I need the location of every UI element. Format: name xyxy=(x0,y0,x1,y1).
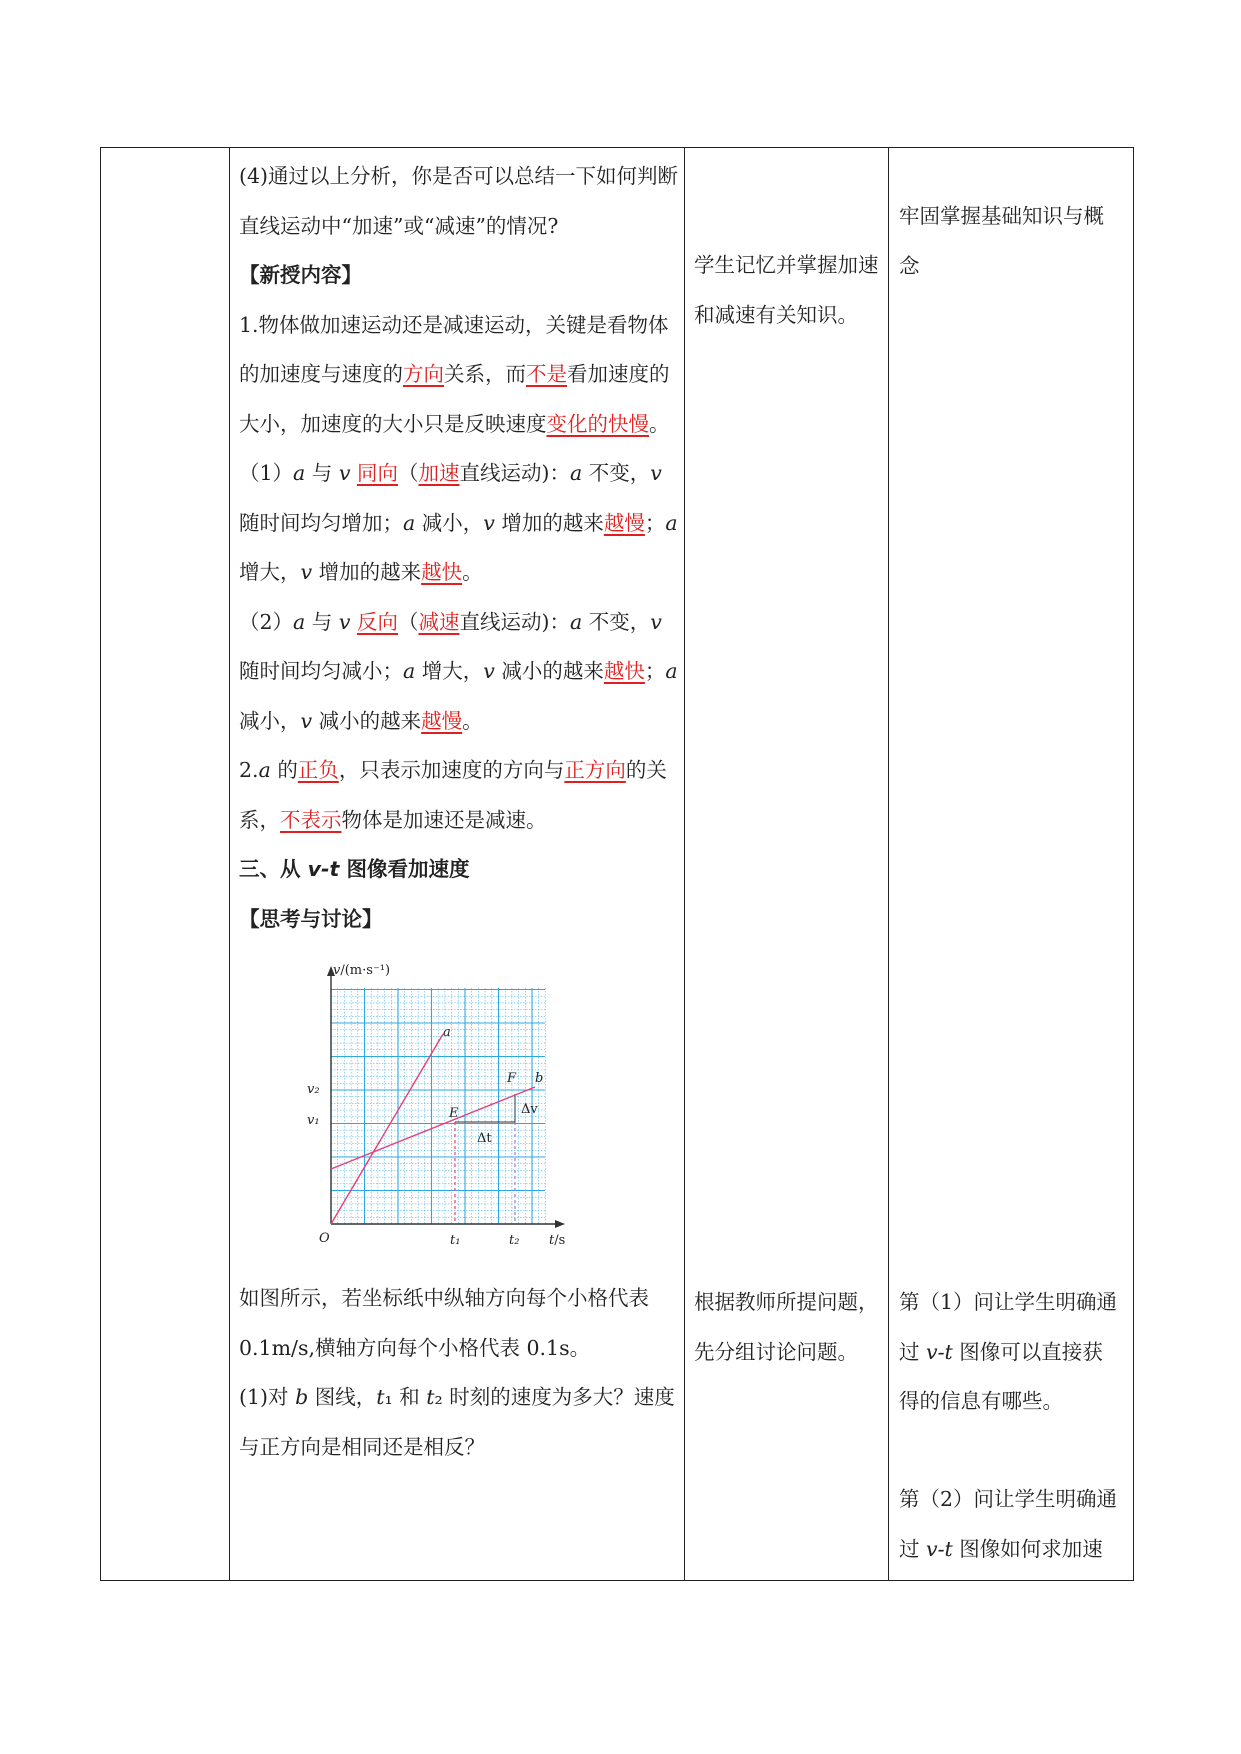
text-run: 第（2）问让学生明确通过 xyxy=(899,1487,1118,1561)
text-run: 。 xyxy=(462,560,483,584)
text-run: （ xyxy=(397,609,419,634)
text-run: 增加的越来 xyxy=(312,560,422,584)
variable-symbol: a xyxy=(569,461,583,485)
line-a-label: a xyxy=(443,1025,451,1040)
design-intent-2b xyxy=(899,1475,1121,1574)
point-e-label: E xyxy=(449,1106,459,1121)
highlighted-answer: 加速 xyxy=(418,461,460,485)
variable-symbol: a xyxy=(665,510,678,535)
highlighted-answer: 同向 xyxy=(356,461,398,485)
variable-symbol: a xyxy=(403,510,416,535)
variable-symbol: b xyxy=(295,1385,309,1409)
text-run: 增大， xyxy=(239,560,301,584)
design-intent-2a xyxy=(899,1278,1121,1427)
text-run: 直线运动)： xyxy=(459,461,570,485)
question-4: (4)通过以上分析，你是否可以总结一下如何判断直线运动中“加速”或“减速”的情况? xyxy=(239,164,679,238)
v2-label: v₂ xyxy=(307,1082,320,1097)
text-run: 图像看加速度 xyxy=(339,857,470,881)
paragraph-opposite-direction xyxy=(239,598,679,747)
variable-symbol: v xyxy=(338,461,351,485)
student-activity-2: 根据教师所提问题，先分组讨论问题。 xyxy=(694,1290,879,1364)
text-run: 直线运动)： xyxy=(459,609,570,634)
highlighted-answer: 不是 xyxy=(526,362,567,386)
text-run: ₂ xyxy=(434,1385,443,1409)
point-f-label: F xyxy=(507,1071,517,1086)
variable-symbol: a xyxy=(293,609,306,634)
variable-symbol: v xyxy=(300,560,313,584)
text-run: 图像如何求加速 xyxy=(952,1536,1103,1561)
text-run: 与 xyxy=(305,609,339,634)
text-run: 随时间均匀减小； xyxy=(239,659,403,683)
origin-label: O xyxy=(319,1231,330,1246)
variable-symbol: v xyxy=(483,659,495,683)
text-run: 。 xyxy=(462,708,483,733)
text-run: 。 xyxy=(649,411,670,436)
variable-symbol: v xyxy=(338,609,351,634)
variable-symbol: t xyxy=(426,1385,435,1409)
variable-symbol: v xyxy=(650,609,662,634)
v1-label: v₁ xyxy=(307,1113,320,1128)
vt-graph-figure xyxy=(239,944,679,1274)
text-run: 减小的越来 xyxy=(494,659,604,683)
t2-label: t₂ xyxy=(509,1233,520,1248)
highlighted-answer: 反向 xyxy=(356,609,398,634)
variable-symbol: v-t xyxy=(307,857,340,881)
highlighted-answer: 减速 xyxy=(418,609,460,634)
text-run: ，只表示加速度的方向与 xyxy=(338,758,565,782)
paragraph-grid-scale: 如图所示，若坐标纸中纵轴方向每个小格代表 0.1m/s,横轴方向每个小格代表 0.1s。 xyxy=(239,1286,649,1360)
variable-symbol: v-t xyxy=(926,1339,953,1364)
text-run: 关系，而 xyxy=(444,362,526,386)
text-run: 与 xyxy=(305,461,339,485)
text-run: 增加的越来 xyxy=(494,510,604,535)
text-run: 三、从 xyxy=(239,857,308,881)
text-run: 物体是加速还是减速。 xyxy=(341,807,547,832)
highlighted-answer: 越慢 xyxy=(421,708,463,733)
line-a xyxy=(331,1034,443,1224)
line-b-label: b xyxy=(535,1071,544,1086)
text-run: 2. xyxy=(239,758,259,782)
text-run: 的关系， xyxy=(239,758,667,832)
text-run: 减小， xyxy=(239,708,301,733)
text-run: 不变， xyxy=(582,609,651,634)
text-run: 的 xyxy=(270,758,298,782)
highlighted-answer: 越快 xyxy=(421,560,463,584)
text-run: 时刻的速度为多大？速度与正方向是相同还是相反？ xyxy=(239,1385,675,1459)
text-run: 减小， xyxy=(415,510,484,535)
highlighted-answer: 正方向 xyxy=(564,758,626,782)
variable-symbol: v xyxy=(650,461,662,485)
variable-symbol: t xyxy=(376,1385,385,1409)
delta-t-label: Δt xyxy=(477,1131,492,1146)
graph-grid xyxy=(331,988,545,1224)
question-1 xyxy=(239,1373,679,1472)
text-run: 第（1）问让学生明确通过 xyxy=(899,1290,1118,1364)
highlighted-answer: 变化的快慢 xyxy=(546,411,649,436)
variable-symbol: v xyxy=(300,708,313,733)
variable-symbol: a xyxy=(569,609,583,634)
variable-symbol: v xyxy=(483,510,495,535)
text-run: （1） xyxy=(239,461,294,485)
text-run: 不变， xyxy=(582,461,651,485)
highlighted-answer: 越慢 xyxy=(603,510,645,535)
variable-symbol: a xyxy=(665,659,678,683)
paragraph-same-direction xyxy=(239,449,679,598)
y-axis-label: v/(m·s⁻¹) xyxy=(333,963,391,978)
paragraph-sign-of-a xyxy=(239,746,679,845)
heading-vt-graph xyxy=(239,845,679,895)
text-run: ； xyxy=(644,659,666,683)
text-run: 增大， xyxy=(415,659,484,683)
paragraph-1 xyxy=(239,301,679,450)
t1-label: t₁ xyxy=(450,1233,461,1248)
text-run: (1)对 xyxy=(239,1385,296,1409)
variable-symbol: a xyxy=(258,758,271,782)
text-run: （ xyxy=(397,461,419,485)
variable-symbol: v-t xyxy=(926,1536,953,1561)
text-run: 和 xyxy=(392,1385,427,1409)
text-run: ； xyxy=(644,510,666,535)
text-run: 看加速度的大小，加速度的大小只是反映速度 xyxy=(239,362,670,436)
variable-symbol: a xyxy=(293,461,306,485)
text-run: 1.物体做加速运动还是减速运动，关键是看物体的加速度与速度的 xyxy=(239,312,669,386)
text-run: （2） xyxy=(239,609,294,634)
text-run: 图线， xyxy=(308,1385,377,1409)
text-run: 图像可以直接获得的信息有哪些。 xyxy=(899,1339,1103,1413)
heading-new-content: 【新授内容】 xyxy=(239,263,362,287)
column-divider xyxy=(888,148,889,1580)
delta-v-label: Δv xyxy=(521,1102,538,1117)
text-run: 随时间均匀增加； xyxy=(239,510,403,535)
heading-discussion: 【思考与讨论】 xyxy=(239,906,383,931)
highlighted-answer: 越快 xyxy=(603,659,645,683)
highlighted-answer: 方向 xyxy=(403,362,444,386)
column-divider xyxy=(684,148,685,1580)
highlighted-answer: 正负 xyxy=(297,758,339,782)
x-axis-arrow xyxy=(555,1220,565,1228)
vt-graph xyxy=(307,962,589,1262)
design-intent-1: 牢固掌握基础知识与概念 xyxy=(899,204,1104,278)
teaching-content-cell xyxy=(239,152,679,1472)
variable-symbol: a xyxy=(403,659,416,683)
text-run: 减小的越来 xyxy=(312,708,422,733)
student-activity-1: 学生记忆并掌握加速和减速有关知识。 xyxy=(694,253,879,327)
highlighted-answer: 不表示 xyxy=(280,807,342,832)
text-run: ₁ xyxy=(384,1385,393,1409)
x-axis-label: t/s xyxy=(549,1233,566,1248)
lesson-plan-table xyxy=(100,147,1134,1581)
column-divider xyxy=(229,148,230,1580)
